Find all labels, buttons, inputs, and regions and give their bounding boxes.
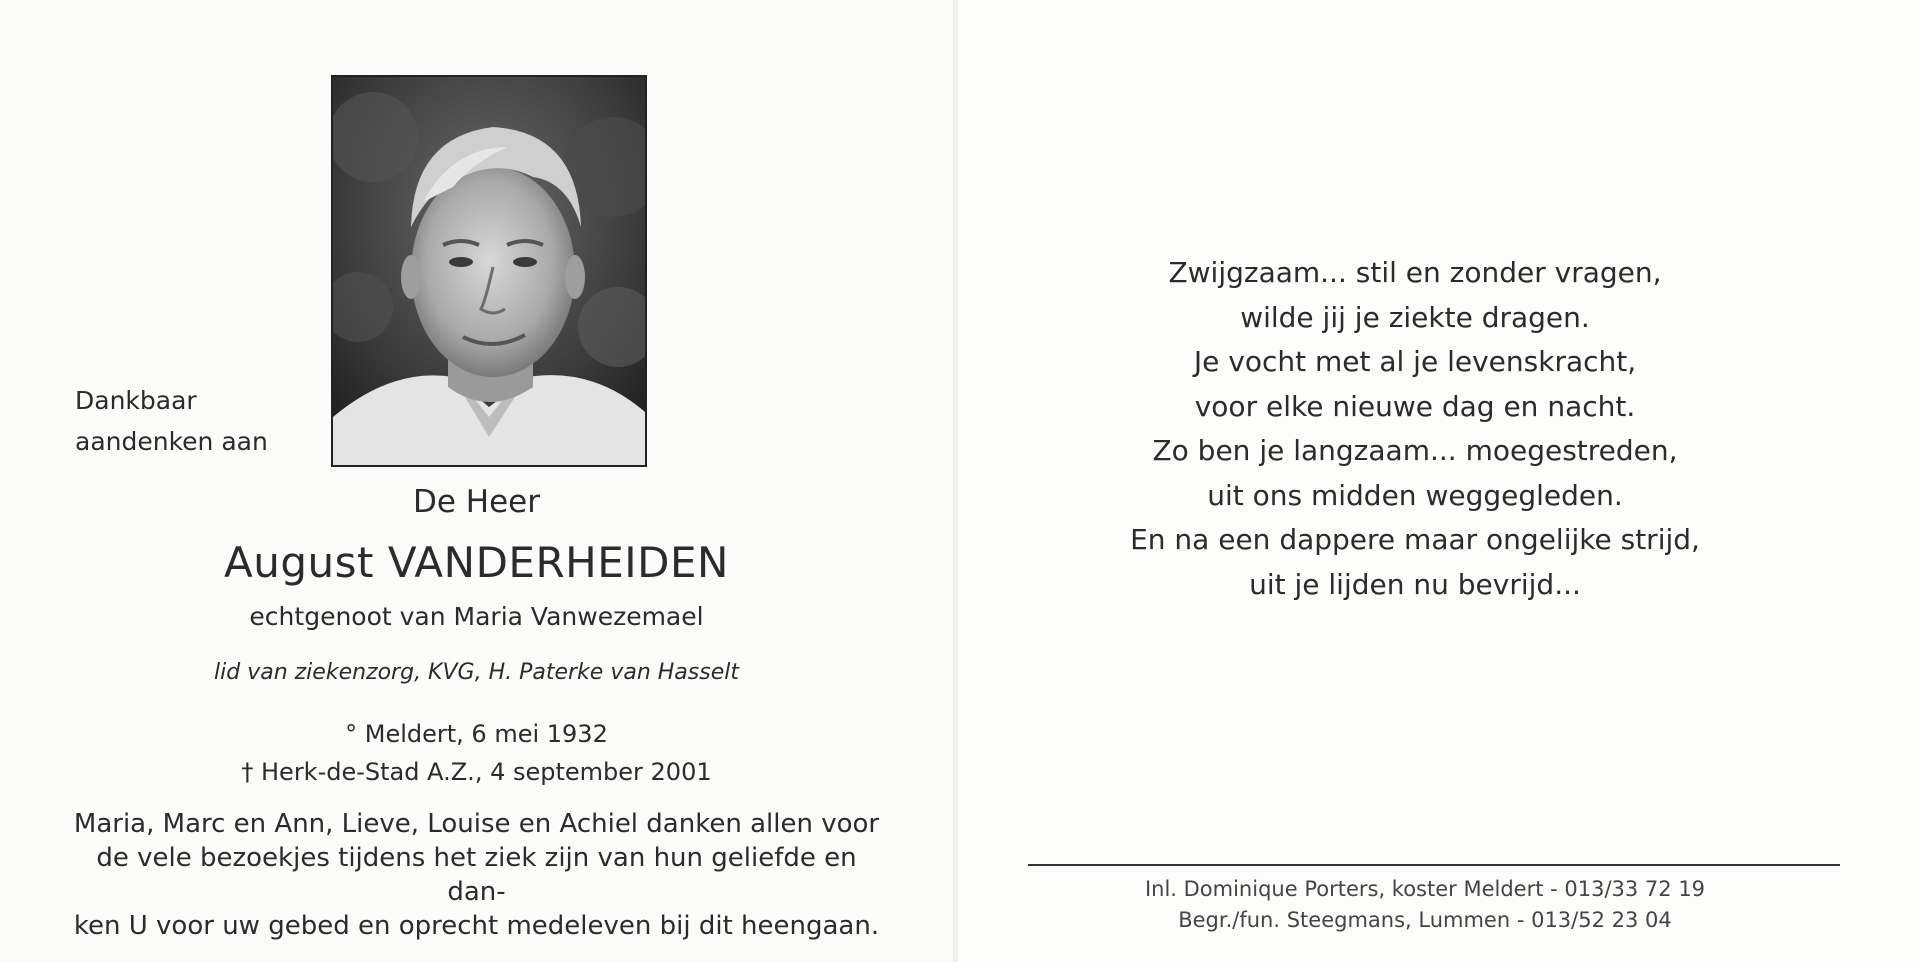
intro-line: Dankbaar	[75, 386, 197, 415]
deceased-name: August VANDERHEIDEN	[224, 538, 729, 587]
honorific: De Heer	[413, 484, 540, 520]
credit-line: Inl. Dominique Porters, koster Meldert - 013/33 72 19	[1144, 877, 1706, 901]
poem-line: Je vocht met al je levenskracht,	[1193, 345, 1637, 378]
thanks-paragraph	[70, 807, 883, 943]
poem-line: uit je lijden nu bevrijd...	[1249, 567, 1581, 601]
poem-line: voor elke nieuwe dag en nacht.	[1194, 389, 1636, 423]
thanks-line: de vele bezoekjes tijdens het ziek zijn van hun geliefde en dan-	[96, 843, 857, 907]
intro-line: aandenken aan	[75, 427, 268, 456]
membership-line: lid van ziekenzorg, KVG, H. Paterke van Hasselt	[214, 660, 739, 685]
left-panel	[0, 0, 955, 962]
portrait-image	[333, 77, 645, 465]
poem-line: uit ons midden weggegleden.	[1207, 478, 1623, 512]
poem-line: Zo ben je langzaam... moegestreden,	[1152, 434, 1678, 467]
poem-line: En na een dappere maar ongelijke strijd,	[1130, 523, 1700, 556]
credits	[1100, 874, 1750, 936]
intro-text	[75, 380, 268, 462]
thanks-line: ken U voor uw gebed en oprecht medeleven bij dit heengaan.	[73, 911, 880, 941]
poem-line: wilde jij je ziekte dragen.	[1240, 300, 1590, 334]
portrait-photo	[331, 75, 647, 467]
credit-line: Begr./fun. Steegmans, Lummen - 013/52 23 04	[1178, 908, 1672, 932]
divider	[1028, 864, 1840, 866]
poem-line: Zwijgzaam... stil en zonder vragen,	[1168, 256, 1662, 289]
death-line: † Herk-de-Stad A.Z., 4 september 2001	[241, 758, 712, 786]
birth-line: ° Meldert, 6 mei 1932	[345, 720, 608, 748]
thanks-line: Maria, Marc en Ann, Lieve, Louise en Achiel danken allen voor	[73, 809, 880, 839]
spouse-line: echtgenoot van Maria Vanwezemael	[249, 602, 704, 631]
poem	[1100, 251, 1730, 607]
